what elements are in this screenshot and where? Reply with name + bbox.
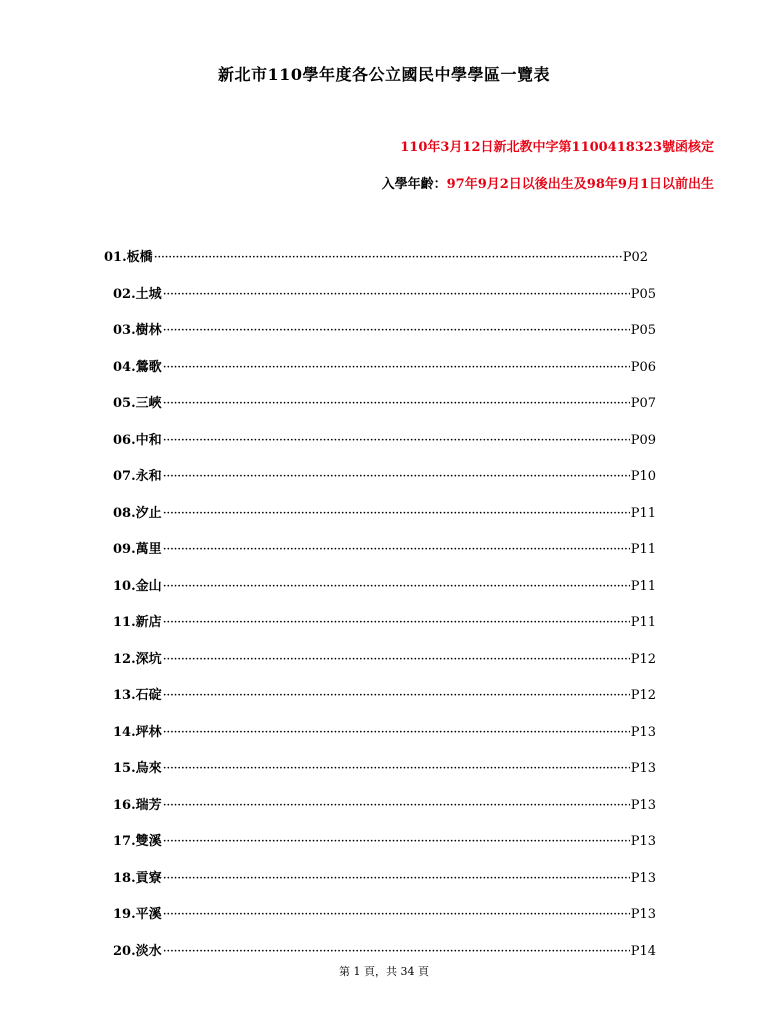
toc-leader-dots bbox=[163, 360, 630, 374]
toc-entry[interactable] bbox=[113, 319, 656, 337]
toc-entry-label: 09.萬里 bbox=[113, 542, 162, 556]
enrollment-age-value: 97年9月2日以後出生及98年9月1日以前出生 bbox=[446, 177, 714, 192]
toc-entry-page: P05 bbox=[630, 286, 656, 301]
toc-leader-dots bbox=[154, 250, 622, 264]
toc-entry-label: 05.三峽 bbox=[113, 396, 162, 410]
toc-entry-page: P12 bbox=[630, 651, 656, 666]
toc-leader-dots bbox=[163, 615, 630, 629]
toc-entry-page: P05 bbox=[630, 323, 656, 337]
toc-entry-label: 12.深坑 bbox=[113, 651, 162, 666]
toc-leader-dots bbox=[163, 506, 630, 520]
toc-leader-dots bbox=[163, 871, 630, 885]
toc-entry-label: 20.淡水 bbox=[113, 943, 162, 958]
toc-entry[interactable] bbox=[113, 356, 656, 374]
toc-entry-label: 18.貢寮 bbox=[113, 870, 162, 885]
toc-entry-label: 03.樹林 bbox=[113, 323, 162, 337]
toc-leader-dots bbox=[163, 725, 630, 739]
toc-leader-dots bbox=[163, 798, 630, 812]
toc-leader-dots bbox=[163, 652, 630, 666]
toc-entry-page: P02 bbox=[622, 250, 648, 264]
toc-leader-dots bbox=[163, 944, 630, 958]
toc-entry-page: P13 bbox=[630, 797, 656, 812]
enrollment-age bbox=[382, 173, 714, 192]
enrollment-age-label: 入學年齡： bbox=[381, 177, 447, 192]
toc-entry-label: 16.瑞芳 bbox=[113, 797, 162, 812]
toc-leader-dots bbox=[163, 688, 630, 702]
toc-entry-page: P13 bbox=[630, 870, 656, 885]
toc-entry[interactable] bbox=[113, 392, 656, 410]
toc-entry[interactable] bbox=[113, 502, 656, 520]
toc-entry-label: 08.汐止 bbox=[113, 505, 162, 520]
toc-entry[interactable] bbox=[113, 940, 656, 958]
toc-entry[interactable] bbox=[113, 721, 656, 739]
toc-entry-page: P13 bbox=[630, 761, 656, 775]
toc-entry-label: 17.雙溪 bbox=[113, 834, 162, 848]
toc-entry-page: P14 bbox=[630, 943, 656, 958]
toc-leader-dots bbox=[163, 834, 630, 848]
toc-entry-page: P10 bbox=[630, 469, 656, 483]
toc-entry-page: P13 bbox=[630, 724, 656, 739]
toc-entry-label: 06.中和 bbox=[113, 432, 162, 447]
page-footer: 第 1 頁，共 34 頁 bbox=[339, 965, 429, 978]
toc-entry-page: P07 bbox=[630, 396, 656, 410]
toc-entry[interactable] bbox=[113, 283, 656, 301]
toc-entry[interactable] bbox=[113, 867, 656, 885]
toc-entry-page: P11 bbox=[630, 542, 656, 556]
toc-entry-label: 02.土城 bbox=[113, 286, 162, 301]
toc-leader-dots bbox=[163, 396, 630, 410]
toc-entry[interactable] bbox=[113, 611, 656, 629]
toc-leader-dots bbox=[163, 287, 630, 301]
toc-entry-page: P06 bbox=[630, 359, 656, 374]
toc-entry-page: P11 bbox=[630, 578, 656, 593]
toc-entry-page: P12 bbox=[630, 688, 656, 702]
toc-entry[interactable] bbox=[113, 538, 656, 556]
toc-entry[interactable] bbox=[113, 575, 656, 593]
toc-leader-dots bbox=[163, 761, 630, 775]
toc-entry-page: P09 bbox=[630, 432, 656, 447]
toc-leader-dots bbox=[163, 907, 630, 921]
toc-entry[interactable] bbox=[113, 648, 656, 666]
toc-entry[interactable] bbox=[113, 465, 656, 483]
toc-entry-label: 14.坪林 bbox=[113, 724, 162, 739]
toc-entry[interactable] bbox=[113, 794, 656, 812]
toc-entry-label: 11.新店 bbox=[113, 615, 162, 629]
toc-entry-label: 13.石碇 bbox=[113, 688, 162, 702]
toc-entry[interactable] bbox=[113, 830, 656, 848]
toc-entry-label: 10.金山 bbox=[113, 578, 162, 593]
toc-entry-label: 01.板橋 bbox=[104, 250, 153, 264]
toc-leader-dots bbox=[163, 323, 630, 337]
toc-entry-label: 04.鶯歌 bbox=[113, 359, 162, 374]
document-title: 新北市110學年度各公立國民中學學區一覽表 bbox=[218, 65, 550, 84]
toc-entry-page: P13 bbox=[630, 907, 656, 921]
toc-entry[interactable] bbox=[113, 684, 656, 702]
toc-leader-dots bbox=[163, 469, 630, 483]
toc-leader-dots bbox=[163, 542, 630, 556]
toc-entry-label: 07.永和 bbox=[113, 469, 162, 483]
toc-entry-label: 19.平溪 bbox=[113, 907, 162, 921]
toc-entry-label: 15.烏來 bbox=[113, 761, 162, 775]
toc-entry[interactable] bbox=[113, 429, 656, 447]
toc-entry[interactable] bbox=[113, 757, 656, 775]
toc-leader-dots bbox=[163, 579, 630, 593]
toc-entry[interactable] bbox=[104, 246, 648, 264]
toc-entry-page: P11 bbox=[630, 615, 656, 629]
toc-leader-dots bbox=[163, 433, 630, 447]
toc-entry-page: P13 bbox=[630, 834, 656, 848]
toc-entry[interactable] bbox=[113, 903, 656, 921]
toc-entry-page: P11 bbox=[630, 505, 656, 520]
approval-notice: 110年3月12日新北教中字第1100418323號函核定 bbox=[400, 140, 714, 155]
